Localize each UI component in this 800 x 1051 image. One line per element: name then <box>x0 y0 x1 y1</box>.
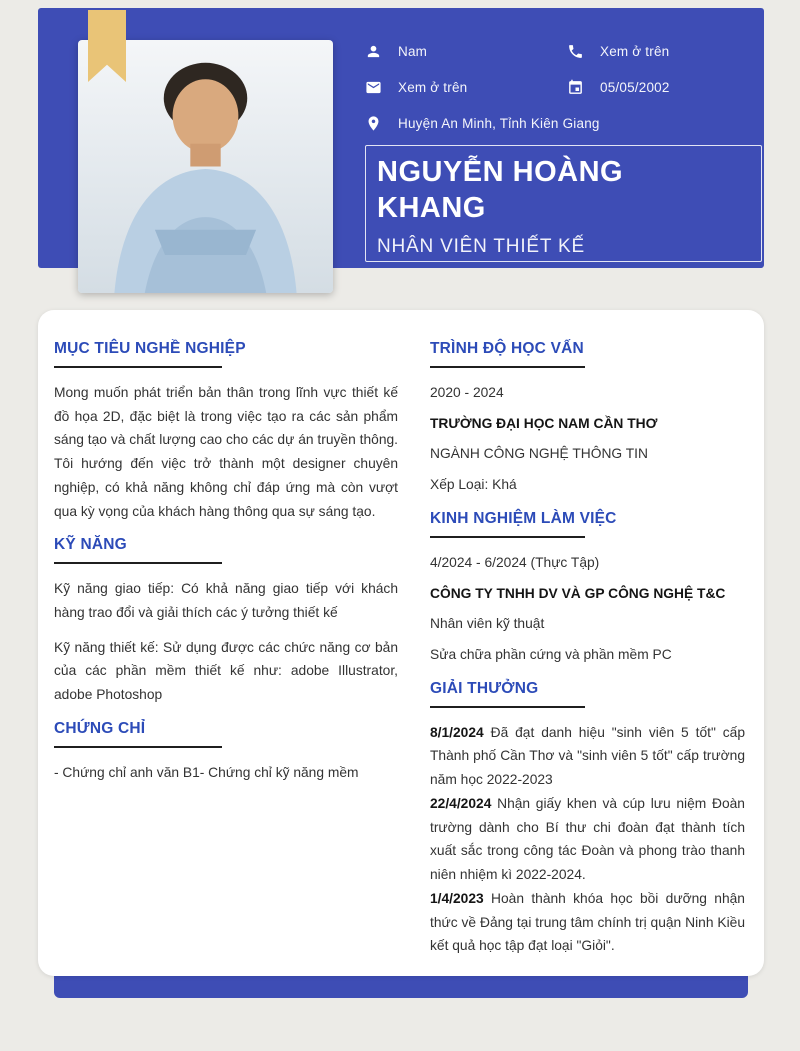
contact-row <box>365 112 765 134</box>
content-card <box>38 310 764 976</box>
award-date: 1/4/2023 <box>430 890 484 906</box>
email-field <box>365 79 567 96</box>
section-skills <box>54 536 398 707</box>
objective-text: Mong muốn phát triển bản thân trong lĩnh vực thiết kế đồ họa 2D, đặc biệt là trong việc tạo ra các sản phẩm sáng tạo và chất lượng cao cho các dự án truyền thông. Tôi hướng đến việc trở thành một designer chuyên nghiệp, có khả năng không chỉ đáp ứng mà còn vượt qua kỳ vọng của khách hàng thông qua sự sáng tạo. <box>54 385 398 519</box>
certificates-text: - Chứng chỉ anh văn B1- Chứng chỉ kỹ năng mềm <box>54 764 359 780</box>
education-period: 2020 - 2024 <box>430 385 504 400</box>
award-date: 8/1/2024 <box>430 724 484 740</box>
skill-item: Kỹ năng giao tiếp: Có khả năng giao tiếp với khách hàng trao đổi và giải thích các ý tưởng thiết kế <box>54 581 398 621</box>
education-major: NGÀNH CÔNG NGHỆ THÔNG TIN <box>430 446 648 462</box>
address-value: Huyện An Minh, Tỉnh Kiên Giang <box>398 115 600 131</box>
email-icon <box>365 79 382 96</box>
contact-info <box>365 40 765 148</box>
phone-icon <box>567 43 584 60</box>
job-title: NHÂN VIÊN THIẾT KẾ <box>377 235 585 257</box>
section-experience <box>430 510 745 667</box>
skill-item: Kỹ năng thiết kế: Sử dụng được các chức năng cơ bản của các phần mềm thiết kế như: adobe Illustrator, adobe Photoshop <box>54 639 398 703</box>
award-item <box>430 792 745 887</box>
name-box <box>365 145 762 262</box>
education-heading: TRÌNH ĐỘ HỌC VẤN <box>430 340 745 368</box>
award-text: Đã đạt danh hiệu "sinh viên 5 tốt" cấp Thành phố Cần Thơ và "sinh viên 5 tốt" cấp trường năm học 2022-2023 <box>430 724 745 788</box>
experience-heading: KINH NGHIỆM LÀM VIỆC <box>430 510 745 538</box>
award-item <box>430 887 745 958</box>
address-field <box>365 115 600 132</box>
person-portrait-graphic <box>78 40 333 293</box>
left-column <box>54 340 398 958</box>
experience-period: 4/2024 - 6/2024 (Thực Tập) <box>430 554 600 570</box>
calendar-icon <box>567 79 584 96</box>
award-item <box>430 721 745 792</box>
user-icon <box>365 43 382 60</box>
objective-heading: MỤC TIÊU NGHỀ NGHIỆP <box>54 340 398 368</box>
awards-heading: GIẢI THƯỞNG <box>430 680 745 708</box>
profile-photo <box>78 40 333 293</box>
gender-field <box>365 43 567 60</box>
education-grade: Xếp Loại: Khá <box>430 477 517 493</box>
section-certificates <box>54 720 398 785</box>
experience-role: Nhân viên kỹ thuật <box>430 616 545 632</box>
award-text: Hoàn thành khóa học bồi dưỡng nhận thức về Đảng tại trung tâm chính trị quận Ninh Kiều kết quả học tập đạt loại "Giỏi". <box>430 890 745 954</box>
section-objective <box>54 340 398 523</box>
award-date: 22/4/2024 <box>430 795 492 811</box>
education-school: TRƯỜNG ĐẠI HỌC NAM CẦN THƠ <box>430 415 658 431</box>
right-column <box>430 340 745 958</box>
phone-value: Xem ở trên <box>600 43 670 59</box>
phone-field <box>567 43 669 60</box>
gender-value: Nam <box>398 43 428 59</box>
contact-row <box>365 40 765 62</box>
certificates-heading: CHỨNG CHỈ <box>54 720 398 748</box>
location-icon <box>365 115 382 132</box>
dob-value: 05/05/2002 <box>600 79 670 95</box>
skills-heading: KỸ NĂNG <box>54 536 398 564</box>
section-awards <box>430 680 745 958</box>
section-education <box>430 340 745 497</box>
dob-field <box>567 79 670 96</box>
experience-description: Sửa chữa phần cứng và phần mềm PC <box>430 647 672 663</box>
person-name: NGUYỄN HOÀNG KHANG <box>377 156 624 225</box>
email-value: Xem ở trên <box>398 79 468 95</box>
award-text: Nhận giấy khen và cúp lưu niệm Đoàn trường dành cho Bí thư chi đoàn đạt thành tích xuất sắc trong công tác Đoàn và phong trào thanh niên nhiệm kì 2022-2024. <box>430 795 745 883</box>
experience-company: CÔNG TY TNHH DV VÀ GP CÔNG NGHỆ T&C <box>430 585 726 601</box>
contact-row <box>365 76 765 98</box>
